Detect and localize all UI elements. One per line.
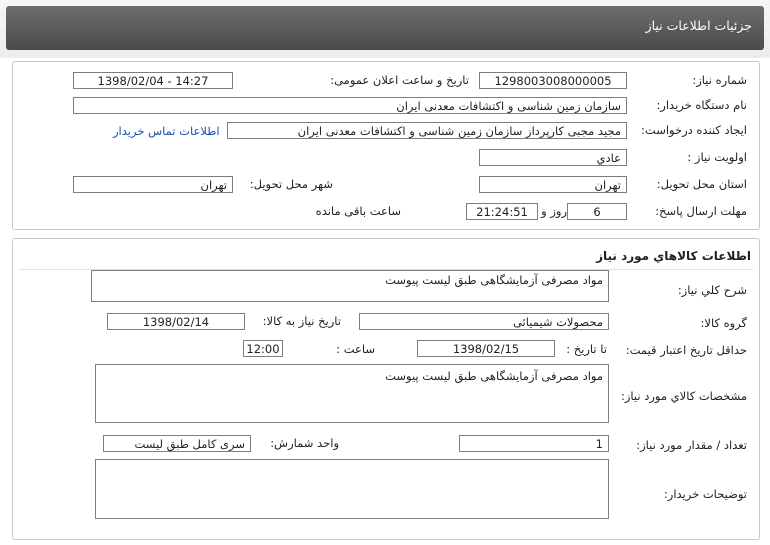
province-field: تهران [479,176,627,193]
header-bar [0,0,770,58]
goods-section-title: اطلاعات کالاهاي مورد نياز [596,249,751,263]
buyer-field: سازمان زمین شناسی و اکتشافات معدنی ایران [73,97,627,114]
need-info-panel [12,61,760,230]
details-tab [6,6,764,50]
buyer-label: نام دستگاه خریدار: [656,98,747,112]
unit-field: سری کامل طبق لیست [103,435,251,452]
buyer-contact-link[interactable]: اطلاعات تماس خریدار [113,124,220,138]
page-title: جزئیات اطلاعات نیاز [645,18,752,33]
need-number-label: شماره نیاز: [692,73,747,87]
creator-label: ایجاد کننده درخواست: [641,123,747,137]
deadline-label: مهلت ارسال پاسخ: [655,204,747,218]
qty-label: تعداد / مقدار مورد نیاز: [636,438,747,452]
announce-label: تاریخ و ساعت اعلان عمومی: [330,73,469,87]
goods-info-panel [12,238,760,540]
creator-field: مجید مجبی کارپرداز سازمان زمین شناسی و اکتشافات معدنی ایران [227,122,627,139]
spec-field: مواد مصرفی آزمایشگاهی طبق لیست پیوست [95,364,609,423]
remaining-label: ساعت باقی مانده [315,204,401,218]
priority-label: اولویت نیاز : [687,150,747,164]
until-label: تا تاریخ : [566,342,607,356]
validity-label: حداقل تاریخ اعتبار قیمت: [625,343,747,357]
summary-label: شرح کلي نياز: [677,283,747,297]
summary-field: مواد مصرفی آزمایشگاهی طبق لیست پیوست [91,270,609,302]
unit-label: واحد شمارش: [270,436,339,450]
need-number-field: 1298003008000005 [479,72,627,89]
days-label: روز و [541,204,567,218]
priority-field: عادي [479,149,627,166]
buyer-notes-field [95,459,609,519]
need-date-field: 1398/02/14 [107,313,245,330]
validity-date-field: 1398/02/15 [417,340,555,357]
need-date-label: تاریخ نیاز به کالا: [262,314,341,328]
deadline-days-field: 6 [567,203,627,220]
deadline-time-field: 21:24:51 [466,203,538,220]
buyer-notes-label: توضیحات خریدار: [663,487,747,501]
time-label: ساعت : [336,342,375,356]
group-label: گروه کالا: [700,316,747,330]
group-field: محصولات شیمیائی [359,313,609,330]
validity-time-field: 12:00 [243,340,283,357]
announce-datetime-field: 1398/02/04 - 14:27 [73,72,233,89]
qty-field: 1 [459,435,609,452]
city-label: شهر محل تحویل: [249,177,333,191]
province-label: استان محل تحویل: [656,177,747,191]
city-field: تهران [73,176,233,193]
spec-label: مشخصات کالاي مورد نياز: [620,389,747,403]
